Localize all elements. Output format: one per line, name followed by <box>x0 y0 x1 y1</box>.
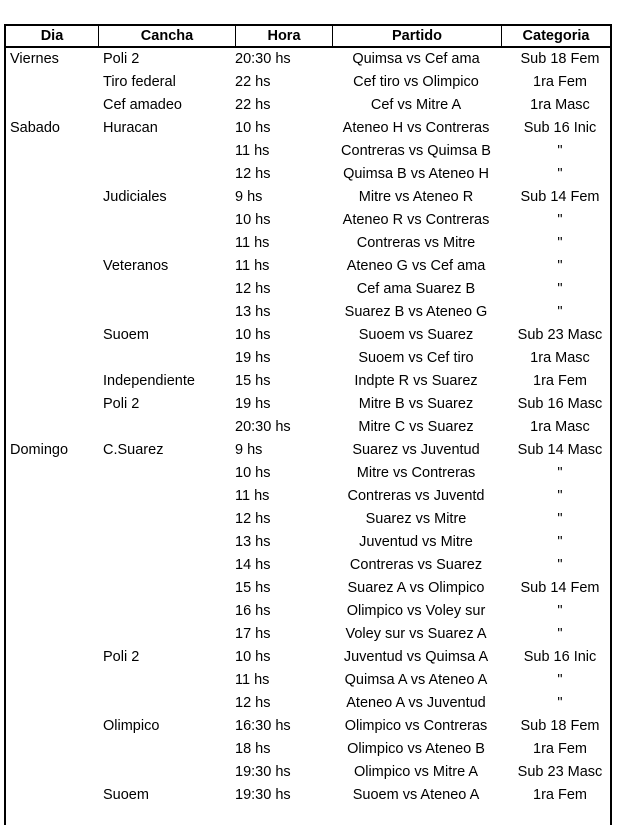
partido-cell: Cef ama Suarez B <box>356 281 476 297</box>
hora-cell: 14 hs <box>235 557 271 573</box>
hora-cell: 10 hs <box>235 120 271 136</box>
cancha-cell <box>103 485 228 508</box>
hora-cell: 9 hs <box>235 442 263 458</box>
partido-cell: Mitre vs Ateneo R <box>358 189 474 205</box>
cancha-cell: Veteranos <box>103 258 169 274</box>
categoria-cell: Sub 16 Inic <box>523 649 597 665</box>
categoria-cell: " <box>557 603 563 619</box>
categoria-cell: " <box>557 465 563 481</box>
table-row <box>6 646 610 669</box>
hora-cell: 19:30 hs <box>235 764 291 780</box>
table-row <box>6 623 610 646</box>
categoria-cell: 1ra Masc <box>530 419 590 435</box>
cancha-cell <box>103 623 228 646</box>
hora-cell: 18 hs <box>235 741 271 757</box>
dia-cell <box>10 209 98 232</box>
dia-cell <box>10 600 98 623</box>
table-row <box>6 186 610 209</box>
hora-cell: 12 hs <box>235 166 271 182</box>
partido-cell: Contreras vs Juventd <box>347 488 485 504</box>
hora-cell: 11 hs <box>235 143 270 159</box>
header-dia: Dia <box>40 28 64 44</box>
dia-cell <box>10 462 98 485</box>
partido-cell: Suarez vs Juventud <box>352 442 480 458</box>
table-row <box>6 94 610 117</box>
table-row <box>6 232 610 255</box>
categoria-cell: 1ra Fem <box>533 373 587 389</box>
dia-cell <box>10 784 98 807</box>
dia-cell: Domingo <box>10 442 69 458</box>
dia-cell <box>10 255 98 278</box>
partido-cell: Ateneo A vs Juventud <box>346 695 486 711</box>
categoria-cell: 1ra Fem <box>533 741 587 757</box>
table-row <box>6 48 610 71</box>
table-row <box>6 531 610 554</box>
header-hora: Hora <box>267 28 301 44</box>
partido-cell: Suoem vs Cef tiro <box>358 350 474 366</box>
categoria-cell: Sub 23 Masc <box>517 327 603 343</box>
categoria-cell: " <box>557 281 563 297</box>
partido-cell: Olimpico vs Contreras <box>344 718 488 734</box>
cancha-cell <box>103 577 228 600</box>
partido-cell: Olimpico vs Mitre A <box>353 764 479 780</box>
table-row <box>6 301 610 324</box>
table-row <box>6 462 610 485</box>
partido-cell: Indpte R vs Suarez <box>354 373 478 389</box>
dia-cell <box>10 508 98 531</box>
dia-cell <box>10 370 98 393</box>
cancha-cell: Cef amadeo <box>103 97 182 113</box>
partido-cell: Juventud vs Quimsa A <box>343 649 489 665</box>
hora-cell: 16 hs <box>235 603 271 619</box>
hora-cell: 19:30 hs <box>235 787 291 803</box>
dia-cell <box>10 186 98 209</box>
dia-cell <box>10 347 98 370</box>
cancha-cell <box>103 416 228 439</box>
partido-cell: Ateneo G vs Cef ama <box>346 258 486 274</box>
dia-cell: Viernes <box>10 51 59 67</box>
hora-cell: 20:30 hs <box>235 419 291 435</box>
categoria-cell: Sub 18 Fem <box>520 718 600 734</box>
partido-cell: Mitre B vs Suarez <box>358 396 474 412</box>
hora-cell: 12 hs <box>235 511 271 527</box>
table-row <box>6 669 610 692</box>
table-row <box>6 140 610 163</box>
dia-cell: Sabado <box>10 120 60 136</box>
categoria-cell: Sub 23 Masc <box>517 764 603 780</box>
partido-cell: Quimsa vs Cef ama <box>352 51 480 67</box>
categoria-cell: " <box>557 488 563 504</box>
hora-cell: 13 hs <box>235 534 271 550</box>
table-row <box>6 692 610 715</box>
dia-cell <box>10 577 98 600</box>
hora-cell: 11 hs <box>235 672 270 688</box>
cancha-cell <box>103 600 228 623</box>
table-header <box>6 26 610 48</box>
partido-cell: Contreras vs Mitre <box>356 235 476 251</box>
categoria-cell: " <box>557 143 563 159</box>
categoria-cell: Sub 14 Fem <box>520 580 600 596</box>
hora-cell: 19 hs <box>235 396 271 412</box>
categoria-cell: 1ra Masc <box>530 350 590 366</box>
table-row <box>6 370 610 393</box>
table-row <box>6 439 610 462</box>
header-partido: Partido <box>392 28 442 44</box>
partido-cell: Ateneo H vs Contreras <box>342 120 490 136</box>
dia-cell <box>10 669 98 692</box>
partido-cell: Quimsa B vs Ateneo H <box>343 166 489 182</box>
dia-cell <box>10 71 98 94</box>
hora-cell: 10 hs <box>235 327 271 343</box>
categoria-cell: " <box>557 235 563 251</box>
partido-cell: Voley sur vs Suarez A <box>345 626 487 642</box>
table-row <box>6 485 610 508</box>
cancha-cell: Suoem <box>103 787 149 803</box>
partido-cell: Suarez vs Mitre <box>365 511 467 527</box>
partido-cell: Cef tiro vs Olimpico <box>353 74 479 90</box>
dia-cell <box>10 715 98 738</box>
categoria-cell: " <box>557 695 563 711</box>
cancha-cell <box>103 232 228 255</box>
dia-cell <box>10 485 98 508</box>
cancha-cell <box>103 278 228 301</box>
cancha-cell <box>103 669 228 692</box>
cancha-cell <box>103 301 228 324</box>
categoria-cell: 1ra Fem <box>533 787 587 803</box>
table-row <box>6 715 610 738</box>
table-row <box>6 738 610 761</box>
partido-cell: Contreras vs Suarez <box>349 557 483 573</box>
dia-cell <box>10 94 98 117</box>
partido-cell: Contreras vs Quimsa B <box>341 143 491 159</box>
table-row <box>6 255 610 278</box>
partido-cell: Mitre vs Contreras <box>356 465 476 481</box>
dia-cell <box>10 623 98 646</box>
partido-cell: Suarez B vs Ateneo G <box>344 304 488 320</box>
hora-cell: 11 hs <box>235 488 270 504</box>
hora-cell: 12 hs <box>235 695 271 711</box>
categoria-cell: " <box>557 166 563 182</box>
table-row <box>6 278 610 301</box>
cancha-cell <box>103 508 228 531</box>
categoria-cell: " <box>557 212 563 228</box>
hora-cell: 22 hs <box>235 74 271 90</box>
dia-cell <box>10 301 98 324</box>
schedule-table <box>4 24 612 825</box>
dia-cell <box>10 393 98 416</box>
header-cancha: Cancha <box>140 28 194 44</box>
categoria-cell: " <box>557 672 563 688</box>
cancha-cell: C.Suarez <box>103 442 164 458</box>
cancha-cell: Poli 2 <box>103 51 140 67</box>
dia-cell <box>10 278 98 301</box>
partido-cell: Cef vs Mitre A <box>370 97 462 113</box>
dia-cell <box>10 646 98 669</box>
partido-cell: Olimpico vs Ateneo B <box>347 741 485 757</box>
cancha-cell: Suoem <box>103 327 149 343</box>
hora-cell: 17 hs <box>235 626 271 642</box>
cancha-cell <box>103 761 228 784</box>
table-row <box>6 117 610 140</box>
cancha-cell: Judiciales <box>103 189 167 205</box>
dia-cell <box>10 692 98 715</box>
dia-cell <box>10 163 98 186</box>
hora-cell: 20:30 hs <box>235 51 291 67</box>
hora-cell: 19 hs <box>235 350 271 366</box>
partido-cell: Mitre C vs Suarez <box>358 419 474 435</box>
dia-cell <box>10 232 98 255</box>
table-row <box>6 209 610 232</box>
categoria-cell: " <box>557 511 563 527</box>
cancha-cell <box>103 347 228 370</box>
categoria-cell: Sub 18 Fem <box>520 51 600 67</box>
dia-cell <box>10 140 98 163</box>
cancha-cell: Independiente <box>103 373 195 389</box>
dia-cell <box>10 738 98 761</box>
table-row <box>6 784 610 807</box>
dia-cell <box>10 554 98 577</box>
hora-cell: 22 hs <box>235 97 271 113</box>
hora-cell: 11 hs <box>235 258 270 274</box>
table-row <box>6 600 610 623</box>
cancha-cell <box>103 163 228 186</box>
categoria-cell: Sub 14 Masc <box>517 442 603 458</box>
cancha-cell <box>103 140 228 163</box>
table-row <box>6 761 610 784</box>
partido-cell: Ateneo R vs Contreras <box>342 212 490 228</box>
dia-cell <box>10 761 98 784</box>
hora-cell: 13 hs <box>235 304 271 320</box>
dia-cell <box>10 324 98 347</box>
hora-cell: 10 hs <box>235 465 271 481</box>
categoria-cell: 1ra Fem <box>533 74 587 90</box>
categoria-cell: " <box>557 626 563 642</box>
categoria-cell: 1ra Masc <box>530 97 590 113</box>
cancha-cell <box>103 692 228 715</box>
cancha-cell <box>103 738 228 761</box>
cancha-cell <box>103 531 228 554</box>
table-row <box>6 324 610 347</box>
table-row <box>6 554 610 577</box>
cancha-cell <box>103 209 228 232</box>
partido-cell: Suoem vs Suarez <box>358 327 474 343</box>
hora-cell: 16:30 hs <box>235 718 291 734</box>
dia-cell <box>10 416 98 439</box>
table-row <box>6 508 610 531</box>
table-row <box>6 71 610 94</box>
cancha-cell <box>103 462 228 485</box>
partido-cell: Olimpico vs Voley sur <box>346 603 486 619</box>
hora-cell: 11 hs <box>235 235 270 251</box>
hora-cell: 10 hs <box>235 212 271 228</box>
hora-cell: 15 hs <box>235 373 271 389</box>
partido-cell: Quimsa A vs Ateneo A <box>344 672 488 688</box>
categoria-cell: Sub 14 Fem <box>520 189 600 205</box>
categoria-cell: " <box>557 258 563 274</box>
cancha-cell: Tiro federal <box>103 74 176 90</box>
partido-cell: Suarez A vs Olimpico <box>347 580 485 596</box>
table-row <box>6 163 610 186</box>
hora-cell: 15 hs <box>235 580 271 596</box>
hora-cell: 9 hs <box>235 189 263 205</box>
cancha-cell <box>103 554 228 577</box>
table-row <box>6 416 610 439</box>
header-categoria: Categoria <box>522 28 590 44</box>
hora-cell: 12 hs <box>235 281 271 297</box>
categoria-cell: Sub 16 Masc <box>517 396 603 412</box>
categoria-cell: " <box>557 304 563 320</box>
dia-cell <box>10 531 98 554</box>
hora-cell: 10 hs <box>235 649 271 665</box>
table-row <box>6 347 610 370</box>
table-row <box>6 393 610 416</box>
categoria-cell: " <box>557 557 563 573</box>
cancha-cell: Poli 2 <box>103 649 140 665</box>
partido-cell: Juventud vs Mitre <box>359 534 473 550</box>
categoria-cell: " <box>557 534 563 550</box>
table-row <box>6 577 610 600</box>
cancha-cell: Olimpico <box>103 718 160 734</box>
cancha-cell: Huracan <box>103 120 158 136</box>
partido-cell: Suoem vs Ateneo A <box>352 787 480 803</box>
categoria-cell: Sub 16 Inic <box>523 120 597 136</box>
cancha-cell: Poli 2 <box>103 396 140 412</box>
